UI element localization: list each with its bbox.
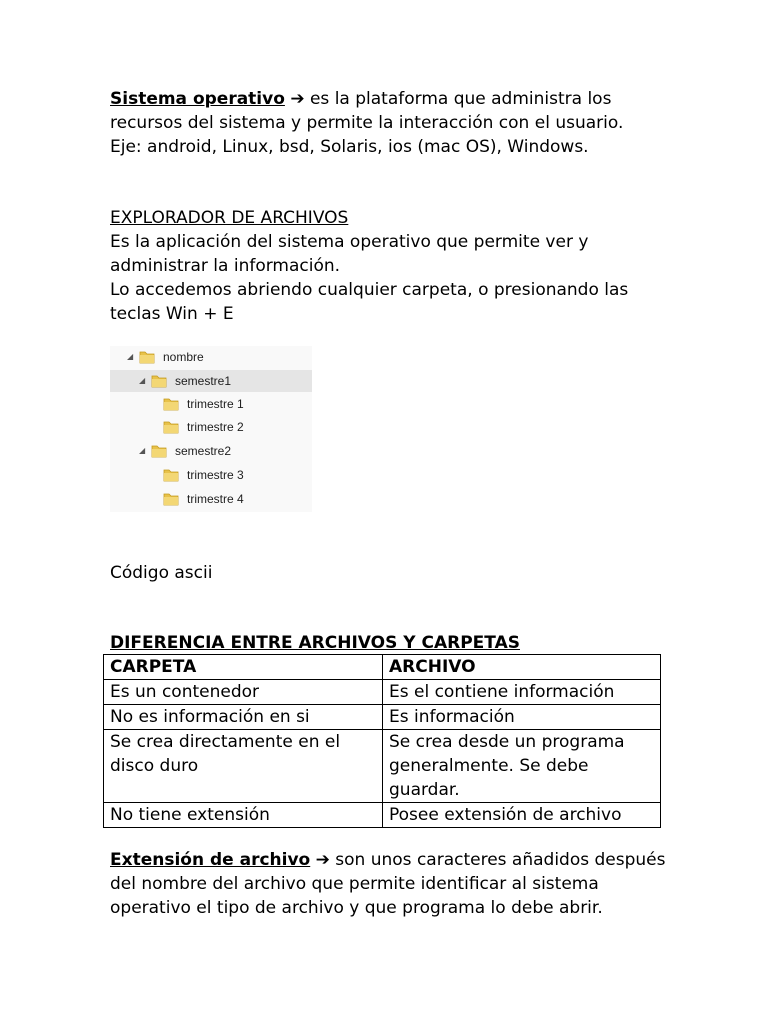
tree-item-trimestre3[interactable]	[110, 464, 312, 486]
sistema-operativo-term: Sistema operativo	[110, 89, 285, 109]
folder-icon	[139, 350, 155, 364]
sistema-line1: es la plataforma que administra los	[309, 89, 612, 109]
tree-item-label: trimestre 4	[187, 492, 244, 506]
table-cell: No es información en si	[104, 705, 383, 730]
arrow-right-icon: ➔	[315, 850, 330, 870]
table-cell: Se crea directamente en el disco duro	[104, 730, 383, 803]
tree-item-label: trimestre 2	[187, 420, 244, 434]
folder-icon	[163, 492, 179, 506]
sistema-operativo-paragraph	[110, 87, 670, 159]
folder-icon	[163, 468, 179, 482]
tree-item-label: trimestre 3	[187, 468, 244, 482]
sistema-line2: recursos del sistema y permite la interacción con el usuario.	[110, 113, 624, 133]
tree-item-semestre1[interactable]	[110, 370, 312, 392]
diferencia-heading-paragraph	[110, 631, 670, 655]
explorador-line1: Es la aplicación del sistema operativo que permite ver y	[110, 232, 589, 252]
extension-paragraph	[110, 848, 670, 920]
table-row	[104, 705, 661, 730]
table-header-row	[104, 655, 661, 680]
tree-item-trimestre1[interactable]	[110, 393, 312, 415]
table-row	[104, 803, 661, 828]
arrow-right-icon: ➔	[290, 89, 305, 109]
sistema-line3: Eje: android, Linux, bsd, Solaris, ios (mac OS), Windows.	[110, 137, 589, 157]
comparison-table	[103, 654, 661, 828]
tree-item-label: nombre	[163, 350, 204, 364]
table-cell: Se crea desde un programa generalmente. Se debe guardar.	[383, 730, 661, 803]
tree-item-trimestre4[interactable]	[110, 488, 312, 510]
table-cell: Es información	[383, 705, 661, 730]
expand-triangle-icon[interactable]: ◢	[139, 446, 146, 455]
expand-triangle-icon[interactable]: ◢	[139, 376, 146, 385]
tree-item-label: trimestre 1	[187, 397, 244, 411]
folder-icon	[163, 397, 179, 411]
table-cell: Posee extensión de archivo	[383, 803, 661, 828]
table-row	[104, 680, 661, 705]
tree-item-nombre[interactable]	[110, 346, 312, 368]
table-header-carpeta: CARPETA	[104, 655, 383, 680]
extension-term: Extensión de archivo	[110, 850, 311, 870]
tree-item-label: semestre2	[175, 444, 232, 458]
folder-icon	[163, 420, 179, 434]
explorador-line4: teclas Win + E	[110, 304, 234, 324]
extension-line2: del nombre del archivo que permite identificar al sistema	[110, 874, 599, 894]
folder-icon	[151, 374, 167, 388]
explorador-heading: EXPLORADOR DE ARCHIVOS	[110, 208, 349, 228]
explorador-line2: administrar la información.	[110, 256, 341, 276]
table-header-archivo: ARCHIVO	[383, 655, 661, 680]
codigo-ascii-paragraph	[110, 561, 670, 585]
tree-item-trimestre2[interactable]	[110, 416, 312, 438]
explorador-line3: Lo accedemos abriendo cualquier carpeta, o presionando las	[110, 280, 629, 300]
expand-triangle-icon[interactable]: ◢	[127, 352, 134, 361]
table-cell: Es un contenedor	[104, 680, 383, 705]
extension-line3: operativo el tipo de archivo y que programa lo debe abrir.	[110, 898, 603, 918]
table-row	[104, 730, 661, 803]
diferencia-heading: DIFERENCIA ENTRE ARCHIVOS Y CARPETAS	[110, 633, 520, 653]
codigo-ascii-text: Código ascii	[110, 563, 213, 583]
table-cell: Es el contiene información	[383, 680, 661, 705]
explorador-paragraph	[110, 206, 670, 326]
table-cell: No tiene extensión	[104, 803, 383, 828]
tree-item-label: semestre1	[175, 374, 232, 388]
folder-icon	[151, 444, 167, 458]
tree-item-semestre2[interactable]	[110, 440, 312, 462]
extension-line1: son unos caracteres añadidos después	[335, 850, 666, 870]
folder-tree	[110, 346, 312, 512]
